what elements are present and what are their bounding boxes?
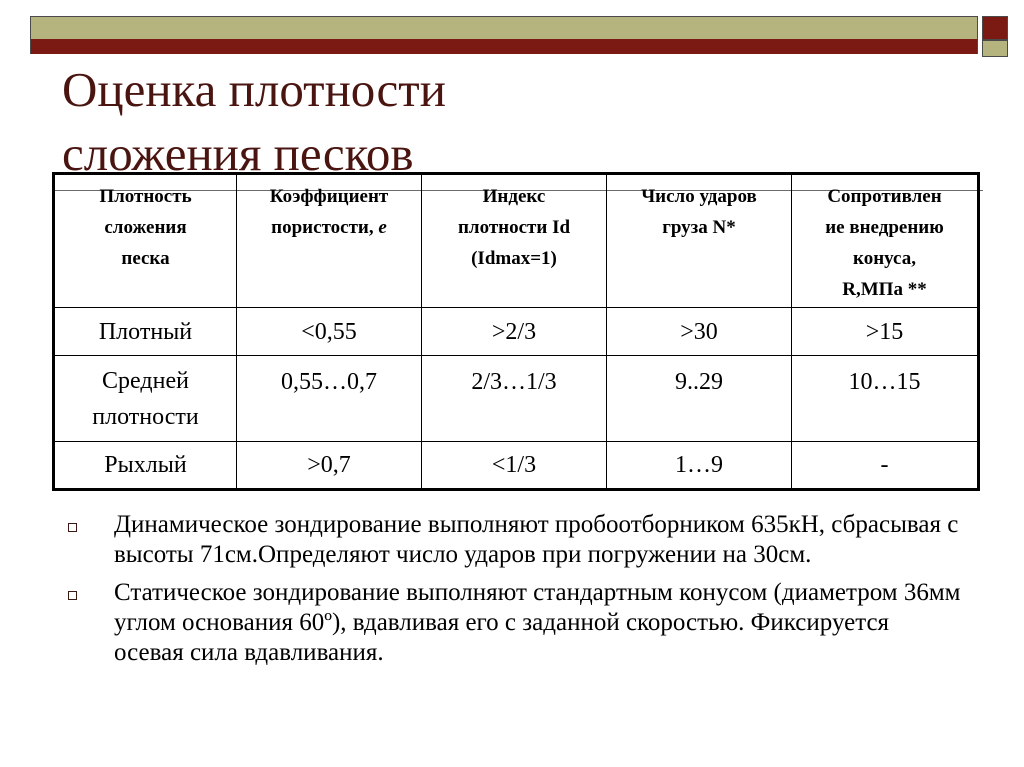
square-bullet-icon xyxy=(68,591,77,600)
table-header-row xyxy=(54,174,979,308)
square-bullet-icon xyxy=(68,523,77,532)
cell-porosity: >0,7 xyxy=(237,442,422,490)
cell-density-index: <1/3 xyxy=(422,442,607,490)
cell-cone-resistance: >15 xyxy=(792,308,979,356)
cell-cone-resistance: 10…15 xyxy=(792,356,979,442)
cell-name: Рыхлый xyxy=(54,442,237,490)
sand-density-table xyxy=(52,172,980,491)
corner-decor-square-bottom xyxy=(982,40,1008,57)
list-item xyxy=(62,578,962,668)
header-cell-density: Плотность сложения песка xyxy=(54,174,237,308)
cell-density-index: 2/3…1/3 xyxy=(422,356,607,442)
header-cell-blow-count: Число ударов груза N* xyxy=(607,174,792,308)
header-decor-stripe xyxy=(31,39,977,54)
cell-blow-count: 9..29 xyxy=(607,356,792,442)
list-item xyxy=(62,510,962,570)
bullet-list xyxy=(62,510,962,676)
header-cell-porosity: Коэффициент пористости, e xyxy=(237,174,422,308)
bullet-text: Динамическое зондирование выполняют пробоотборником 635кН, сбрасывая с высоты 71см.Определяют число ударов при погружении на 30см. xyxy=(114,511,959,568)
table-row xyxy=(54,356,979,442)
bullet-text: Статическое зондирование выполняют стандартным конусом (диаметром 36мм углом основания 60º), вдавливая его с заданной скоростью. Фиксируется осевая сила вдавливания. xyxy=(114,579,961,666)
cell-blow-count: >30 xyxy=(607,308,792,356)
cell-name: Плотный xyxy=(54,308,237,356)
cell-porosity: 0,55…0,7 xyxy=(237,356,422,442)
header-cell-density-index: Индекс плотности Id (Idmax=1) xyxy=(422,174,607,308)
slide-title-line-2: сложения песков xyxy=(62,126,414,181)
cell-blow-count: 1…9 xyxy=(607,442,792,490)
header-cell-cone-resistance: Сопротивлен ие внедрению конуса, R,МПа ** xyxy=(792,174,979,308)
table-row xyxy=(54,442,979,490)
slide-title xyxy=(62,58,882,186)
slide-title-line-1: Оценка плотности xyxy=(62,62,446,117)
cell-density-index: >2/3 xyxy=(422,308,607,356)
cell-cone-resistance: - xyxy=(792,442,979,490)
corner-decor-square-top xyxy=(982,16,1008,40)
cell-name: Средней плотности xyxy=(54,356,237,442)
table-row xyxy=(54,308,979,356)
header-decor-bar xyxy=(30,16,978,54)
cell-porosity: <0,55 xyxy=(237,308,422,356)
